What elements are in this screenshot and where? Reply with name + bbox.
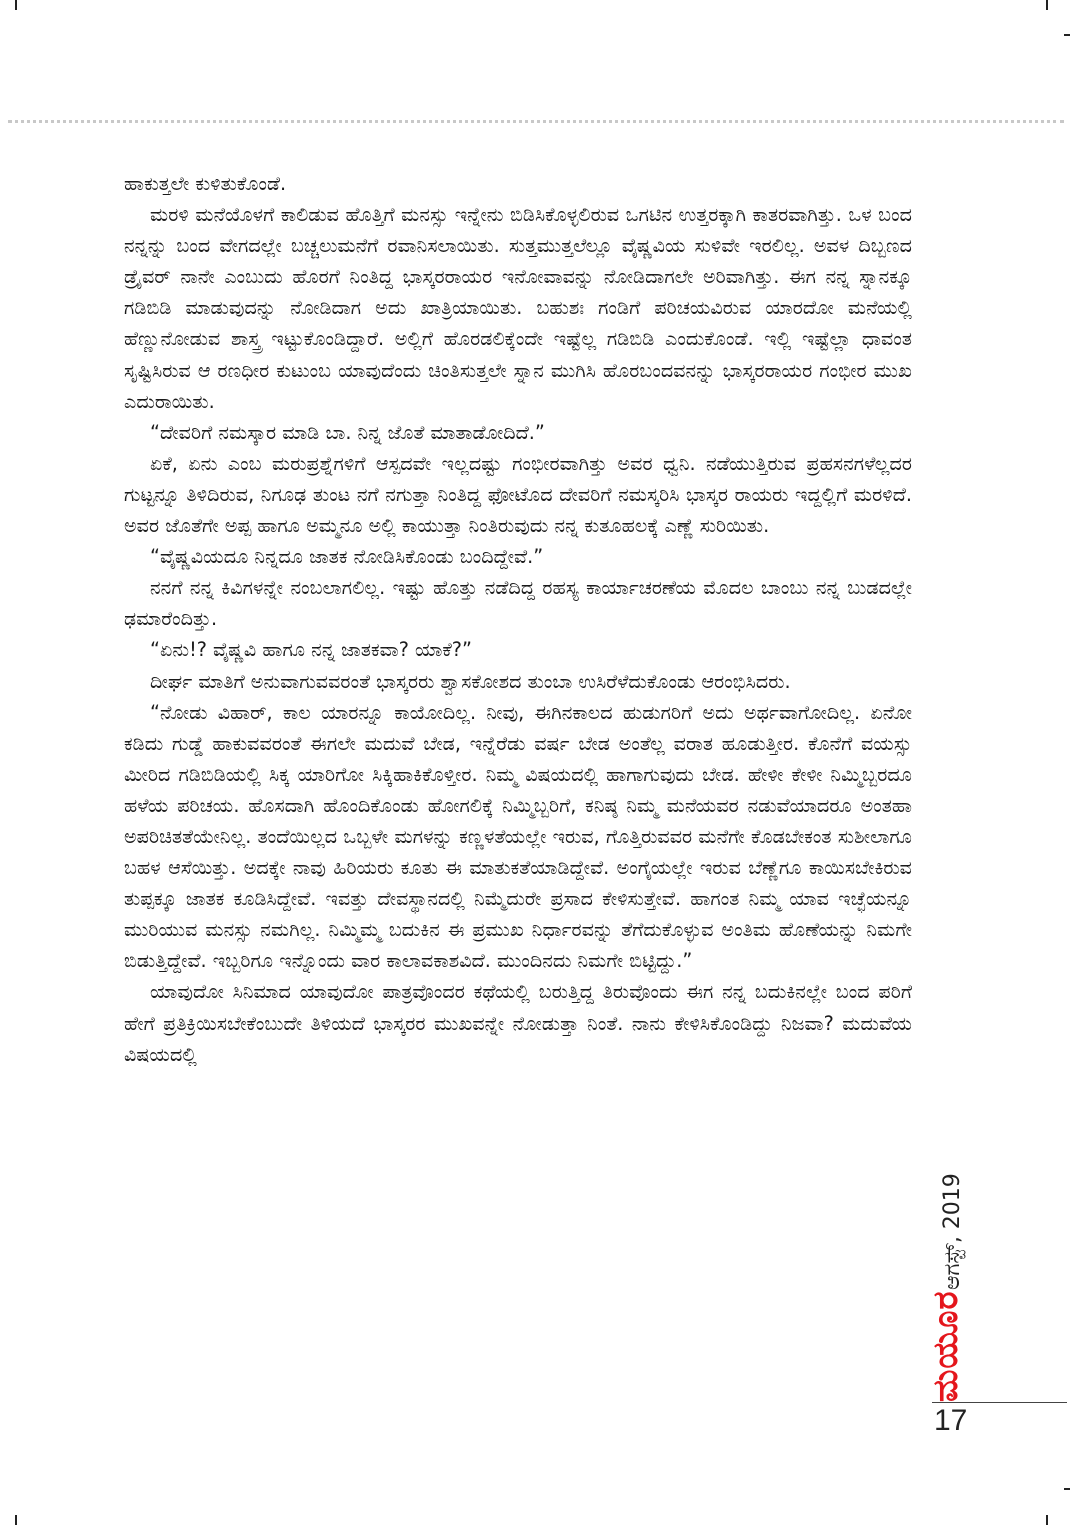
header-dotted-rule (8, 120, 1064, 123)
crop-mark-right-upper (1064, 34, 1070, 36)
paragraph: ಯಾವುದೋ ಸಿನಿಮಾದ ಯಾವುದೋ ಪಾತ್ರವೊಂದರ ಕಥೆಯಲ್ಲಿ ಬರುತ್ತಿದ್ದ ತಿರುವೊಂದು ಈಗ ನನ್ನ ಬದುಕಿನಲ್ಲೇ ಬಂದ ಪರಿಗೆ ಹೇಗೆ ಪ್ರತಿಕ್ರಿಯಿಸಬೇಕೆಂಬುದೇ ತಿಳಿಯದೆ ಭಾಸ್ಕರರ ಮುಖವನ್ನೇ ನೋಡುತ್ತಾ ನಿಂತೆ. ನಾನು ಕೇಳಿಸಿಕೊಂಡಿದ್ದು ನಿಜವಾ? ಮದುವೆಯ ವಿಷಯದಲ್ಲಿ (124, 980, 912, 1066)
paragraph: ನನಗೆ ನನ್ನ ಕಿವಿಗಳನ್ನೇ ನಂಬಲಾಗಲಿಲ್ಲ. ಇಷ್ಟು ಹೊತ್ತು ನಡೆದಿದ್ದ ರಹಸ್ಯ ಕಾರ್ಯಾಚರಣೆಯ ಮೊದಲ ಬಾಂಬು ನನ್ನ ಬುಡದಲ್ಲೇ ಢಮಾರೆಂದಿತ್ತು. (124, 576, 912, 631)
paragraph: ಏಕೆ, ಏನು ಎಂಬ ಮರುಪ್ರಶ್ನೆಗಳಿಗೆ ಆಸ್ಪದವೇ ಇಲ್ಲದಷ್ಟು ಗಂಭೀರವಾಗಿತ್ತು ಅವರ ಧ್ವನಿ. ನಡೆಯುತ್ತಿರುವ ಪ್ರಹಸನಗಳೆಲ್ಲದರ ಗುಟ್ಟನ್ನೂ ತಿಳಿದಿರುವ, ನಿಗೂಢ ತುಂಟ ನಗೆ ನಗುತ್ತಾ ನಿಂತಿದ್ದ ಫೋಟೊದ ದೇವರಿಗೆ ನಮಸ್ಕರಿಸಿ ಭಾಸ್ಕರ ರಾಯರು ಇದ್ದಲ್ಲಿಗೆ ಮರಳಿದೆ. ಅವರ ಜೊತೆಗೇ ಅಪ್ಪ ಹಾಗೂ ಅಮ್ಮನೂ ಅಲ್ಲಿ ಕಾಯುತ್ತಾ ನಿಂತಿರುವುದು ನನ್ನ ಕುತೂಹಲಕ್ಕೆ ಎಣ್ಣೆ ಸುರಿಯಿತು. (124, 451, 912, 538)
paragraph: “ವೈಷ್ಣವಿಯದೂ ನಿನ್ನದೂ ಜಾತಕ ನೋಡಿಸಿಕೊಂಡು ಬಂದಿದ್ದೇವೆ.” (150, 545, 544, 569)
paragraph: ದೀರ್ಘ ಮಾತಿಗೆ ಅನುವಾಗುವವರಂತೆ ಭಾಸ್ಕರರು ಶ್ವಾಸಕೋಶದ ತುಂಬಾ ಉಸಿರೆಳೆದುಕೊಂಡು ಆರಂಭಿಸಿದರು. (150, 669, 791, 693)
crop-mark-right-lower (1064, 1488, 1070, 1490)
paragraph: ಹಾಕುತ್ತಲೇ ಕುಳಿತುಕೊಂಡೆ. (124, 172, 287, 195)
page-number: 17 (934, 1404, 968, 1437)
paragraph: ಮರಳಿ ಮನೆಯೊಳಗೆ ಕಾಲಿಡುವ ಹೊತ್ತಿಗೆ ಮನಸ್ಸು ಇನ್ನೇನು ಬಿಡಿಸಿಕೊಳ್ಳಲಿರುವ ಒಗಟಿನ ಉತ್ತರಕ್ಕಾಗಿ ಕಾತರವಾಗಿತ್ತು. ಒಳ ಬಂದ ನನ್ನನ್ನು ಬಂದ ವೇಗದಲ್ಲೇ ಬಚ್ಚಲುಮನೆಗೆ ರವಾನಿಸಲಾಯಿತು. ಸುತ್ತಮುತ್ತಲೆಲ್ಲೂ ವೈಷ್ಣವಿಯ ಸುಳಿವೇ ಇರಲಿಲ್ಲ. ಅವಳ ದಿಬ್ಬಣದ ಡ್ರೈವರ್ ನಾನೇ ಎಂಬುದು ಹೊರಗೆ ನಿಂತಿದ್ದ ಭಾಸ್ಕರರಾಯರ ಇನೋವಾವನ್ನು ನೋಡಿದಾಗಲೇ ಅರಿವಾಗಿತ್ತು. ಈಗ ನನ್ನ ಸ್ನಾನಕ್ಕೂ ಗಡಿಬಿಡಿ ಮಾಡುವುದನ್ನು ನೋಡಿದಾಗ ಅದು ಖಾತ್ರಿಯಾಯಿತು. ಬಹುಶಃ ಗಂಡಿಗೆ ಪರಿಚಯವಿರುವ ಯಾರದೋ ಮನೆಯಲ್ಲಿ ಹೆಣ್ಣುನೋಡುವ ಶಾಸ್ತ್ರ ಇಟ್ಟುಕೊಂಡಿದ್ದಾರೆ. ಅಲ್ಲಿಗೆ ಹೊರಡಲಿಕ್ಕೆಂದೇ ಇಷ್ಟೆಲ್ಲ ಗಡಿಬಿಡಿ ಎಂದುಕೊಂಡೆ. ಇಲ್ಲಿ ಇಷ್ಟೆಲ್ಲಾ ಧಾವಂತ ಸೃಷ್ಟಿಸಿರುವ ಆ ರಣಧೀರ ಕುಟುಂಬ ಯಾವುದೆಂದು ಚಿಂತಿಸುತ್ತಲೇ ಸ್ನಾನ ಮುಗಿಸಿ ಹೊರಬಂದವನನ್ನು ಭಾಸ್ಕರರಾಯರ ಗಂಭೀರ ಮುಖ ಎದುರಾಯಿತು. (124, 203, 912, 413)
issue-date: ಆಗಸ್ಟ್, 2019 (940, 1173, 965, 1290)
paragraph: “ದೇವರಿಗೆ ನಮಸ್ಕಾರ ಮಾಡಿ ಬಾ. ನಿನ್ನ ಜೊತೆ ಮಾತಾಡೋದಿದೆ.” (150, 420, 545, 444)
paragraph: “ನೋಡು ವಿಹಾರ್, ಕಾಲ ಯಾರನ್ನೂ ಕಾಯೋದಿಲ್ಲ. ನೀವು, ಈಗಿನಕಾಲದ ಹುಡುಗರಿಗೆ ಅದು ಅರ್ಥವಾಗೋದಿಲ್ಲ. ಏನೋ ಕಡಿದು ಗುಡ್ಡೆ ಹಾಕುವವರಂತೆ ಈಗಲೇ ಮದುವೆ ಬೇಡ, ಇನ್ನೆರೆಡು ವರ್ಷ ಬೇಡ ಅಂತೆಲ್ಲ ವರಾತ ಹೂಡುತ್ತೀರ. ಕೊನೆಗೆ ವಯಸ್ಸು ಮೀರಿದ ಗಡಿಬಿಡಿಯಲ್ಲಿ ಸಿಕ್ಕ ಯಾರಿಗೋ ಸಿಕ್ಕಿಹಾಕಿಕೊಳ್ತೀರ. ನಿಮ್ಮ ವಿಷಯದಲ್ಲಿ ಹಾಗಾಗುವುದು ಬೇಡ. ಹೇಳೀ ಕೇಳೀ ನಿಮ್ಮಿಬ್ಬರದೂ ಹಳೆಯ ಪರಿಚಯ. ಹೊಸದಾಗಿ ಹೊಂದಿಕೊಂಡು ಹೋಗಲಿಕ್ಕೆ ನಿಮ್ಮಿಬ್ಬರಿಗೆ, ಕನಿಷ್ಠ ನಿಮ್ಮ ಮನೆಯವರ ನಡುವೆಯಾದರೂ ಅಂತಹಾ ಅಪರಿಚಿತತೆಯೇನಿಲ್ಲ. ತಂದೆಯಿಲ್ಲದ ಒಬ್ಬಳೇ ಮಗಳನ್ನು ಕಣ್ಣಳತೆಯಲ್ಲೇ ಇರುವ, ಗೊತ್ತಿರುವವರ ಮನೆಗೇ ಕೊಡಬೇಕಂತ ಸುಶೀಲಾಗೂ ಬಹಳ ಆಸೆಯಿತ್ತು. ಅದಕ್ಕೇ ನಾವು ಹಿರಿಯರು ಕೂತು ಈ ಮಾತುಕತೆಯಾಡಿದ್ದೇವೆ. ಅಂಗೈಯಲ್ಲೇ ಇರುವ ಬೆಣ್ಣೆಗೂ ಕಾಯಿಸಬೇಕಿರುವ ತುಪ್ಪಕ್ಕೂ ಜಾತಕ ಕೂಡಿಸಿದ್ದೇವೆ. ಇವತ್ತು ದೇವಸ್ಥಾನದಲ್ಲಿ ನಿಮ್ಮೆದುರೇ ಪ್ರಸಾದ ಕೇಳಿಸುತ್ತೇವೆ. ಹಾಗಂತ ನಿಮ್ಮ ಯಾವ ಇಚ್ಛೆಯನ್ನೂ ಮುರಿಯುವ ಮನಸ್ಸು ನಮಗಿಲ್ಲ. ನಿಮ್ಮಿಮ್ಮ ಬದುಕಿನ ಈ ಪ್ರಮುಖ ನಿರ್ಧಾರವನ್ನು ತೆಗೆದುಕೊಳ್ಳುವ ಅಂತಿಮ ಹೊಣೆಯನ್ನು ನಿಮಗೇ ಬಿಡುತ್ತಿದ್ದೇವೆ. ಇಬ್ಬರಿಗೂ ಇನ್ನೊಂದು ವಾರ ಕಾಲಾವಕಾಶವಿದೆ. ಮುಂದಿನದು ನಿಮಗೇ ಬಿಟ್ಟಿದ್ದು.” (124, 700, 912, 973)
article-body (124, 168, 912, 1070)
magazine-logo: ಮಯೂರ (926, 1290, 966, 1402)
crop-mark-top-right (1046, 0, 1048, 10)
folio-rule (932, 1402, 1067, 1403)
crop-mark-top-left (15, 0, 17, 10)
crop-mark-bottom-left (15, 1515, 17, 1525)
crop-mark-bottom-right (1046, 1515, 1048, 1525)
paragraph: “ಏನು!? ವೈಷ್ಣವಿ ಹಾಗೂ ನನ್ನ ಜಾತಕವಾ? ಯಾಕೆ?” (150, 638, 472, 662)
